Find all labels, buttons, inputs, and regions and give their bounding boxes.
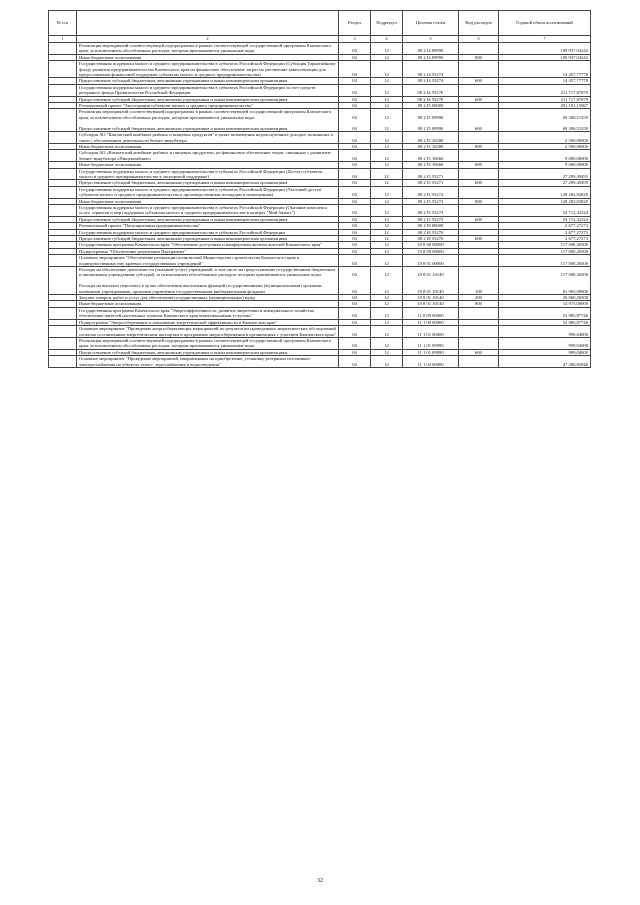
row-name-cell: Иные бюджетные ассигнования	[77, 54, 339, 60]
row-amount-cell: 128 282,82829	[499, 186, 591, 198]
row-amount-cell: 117 000,26500	[499, 248, 591, 254]
table-row	[49, 337, 591, 349]
row-target-cell: 10 0 00 00000	[403, 242, 459, 248]
row-amount-cell: 2 500,00000	[499, 143, 591, 149]
row-expense-type-cell: 800	[459, 143, 499, 149]
row-number-cell	[49, 267, 77, 295]
row-section-cell: 04	[339, 162, 371, 168]
row-section-cell: 04	[339, 84, 371, 96]
row-amount-cell: 14 457,77778	[499, 61, 591, 78]
table-row	[49, 267, 591, 295]
row-target-cell: 10 8 01 10140 10 8 01 10140	[403, 267, 459, 295]
row-section-cell: 04	[339, 242, 371, 248]
row-expense-type-cell	[459, 132, 499, 144]
table-row	[49, 356, 591, 368]
row-expense-type-cell	[459, 84, 499, 96]
row-amount-cell: 999,04000	[499, 349, 591, 355]
row-amount-cell: 27 299,49495	[499, 180, 591, 186]
row-section-cell: 04	[339, 255, 371, 267]
row-target-cell: 08 2 I5 55272	[403, 186, 459, 198]
column-header: Подраздел	[371, 11, 403, 36]
row-name-cell: Предоставление субсидий бюджетным, автономным учреждениям и иным некоммерческим организациям	[77, 96, 339, 102]
row-amount-cell: 2 677,27273	[499, 236, 591, 242]
row-expense-type-cell	[459, 150, 499, 162]
row-amount-cell: 117 000,26500	[499, 242, 591, 248]
row-section-cell: 04	[339, 143, 371, 149]
row-target-cell: 10 8 01 10140	[403, 301, 459, 307]
row-section-cell: 04	[339, 307, 371, 319]
row-expense-type-cell: 600	[459, 180, 499, 186]
row-subsection-cell: 12	[371, 168, 403, 180]
row-subsection-cell: 12	[371, 216, 403, 222]
row-subsection-cell: 12	[371, 337, 403, 349]
row-number-cell	[49, 61, 77, 78]
row-target-cell: 08 2 I4 5527F	[403, 96, 459, 102]
row-amount-cell: 2 677,27273	[499, 223, 591, 229]
row-name-cell: Подпрограмма "Энергосбережение и повышение энергетической эффективности в Камчатском крае"	[77, 319, 339, 325]
row-expense-type-cell	[459, 204, 499, 216]
row-target-cell: 08 2 I5 10660	[403, 150, 459, 162]
row-subsection-cell: 12 12	[371, 267, 403, 295]
table-row	[49, 168, 591, 180]
row-name-cell: Предоставление субсидий бюджетным, автономным учреждениям и иным некоммерческим организациям	[77, 78, 339, 84]
table-row	[49, 326, 591, 338]
row-amount-cell: 109 937,04242	[499, 43, 591, 55]
column-number: 3	[339, 36, 371, 43]
row-name-cell: Предоставление субсидий бюджетным, автономным учреждениям и иным некоммерческим организациям	[77, 349, 339, 355]
row-subsection-cell: 12	[371, 229, 403, 235]
row-subsection-cell: 12	[371, 301, 403, 307]
row-amount-cell: 211 717,87879	[499, 84, 591, 96]
row-target-cell: 08 2 I5 10280	[403, 132, 459, 144]
row-expense-type-cell: 100	[459, 267, 499, 295]
row-subsection-cell: 12	[371, 143, 403, 149]
row-number-cell	[49, 150, 77, 162]
row-target-cell: 08 2 I8 55270	[403, 229, 459, 235]
row-name-cell: Субсидия АО "Камчатский комбинат рыбных и пищевых продуктов" в целях возмещения недополученных доходов, возникших в связи с обеспечением деятельности бизнес-инкубатора	[77, 132, 339, 144]
row-target-cell: 08 2 I5 10280	[403, 143, 459, 149]
appropriations-table	[48, 10, 591, 368]
row-subsection-cell: 12	[371, 54, 403, 60]
column-number: 7	[499, 36, 591, 43]
row-target-cell: 11 1 01 09990	[403, 337, 459, 349]
row-subsection-cell: 12	[371, 319, 403, 325]
column-header	[77, 11, 339, 36]
row-target-cell: 10 8 01 10140	[403, 295, 459, 301]
row-amount-cell: 20 060,26500	[499, 295, 591, 301]
row-section-cell: 04	[339, 132, 371, 144]
row-section-cell: 04	[339, 180, 371, 186]
row-section-cell: 04	[339, 349, 371, 355]
row-subsection-cell: 12	[371, 255, 403, 267]
row-name-cell: Государственная поддержка малого и среднего предпринимательства в субъектах Российской Федерации (Льготный доступ субъектов малого и среднего предпринимательства к производственным площадям и помещениям)	[77, 186, 339, 198]
row-expense-type-cell: 800	[459, 54, 499, 60]
row-section-cell: 04	[339, 103, 371, 109]
row-expense-type-cell: 600	[459, 236, 499, 242]
row-target-cell: 10 8 00 00000	[403, 248, 459, 254]
row-target-cell: 08 2 I4 55274	[403, 78, 459, 84]
column-header: Вид расходов	[459, 11, 499, 36]
column-header: Раздел	[339, 11, 371, 36]
row-target-cell: 11 1 01 09990	[403, 349, 459, 355]
table-row	[49, 109, 591, 132]
table-row	[49, 61, 591, 78]
row-subsection-cell: 12	[371, 103, 403, 109]
row-section-cell: 04	[339, 295, 371, 301]
row-number-cell	[49, 43, 77, 55]
row-amount-cell: 117 000,26500 81 965,00000	[499, 267, 591, 295]
row-section-cell: 04	[339, 96, 371, 102]
row-section-cell: 04	[339, 150, 371, 162]
row-subsection-cell: 12	[371, 295, 403, 301]
row-expense-type-cell: 200	[459, 295, 499, 301]
row-name-cell: Основное мероприятие "Проведение энергосберегающих мероприятий по результатам проведенных энергетических обследований согласно составленным энергетическим паспортам в программам энергосбережения в организациях с участием Камчатского края"	[77, 326, 339, 338]
row-name-cell: Субсидия АО «Камчатский комбинат рыбных и пищевых продуктов» на финансовое обеспечение затрат, связанных с развитием бизнес-инкубатора «Пищекомбинат»	[77, 150, 339, 162]
table-body	[49, 43, 591, 368]
row-target-cell: 08 2 I5 10660	[403, 162, 459, 168]
row-section-cell: 04	[339, 229, 371, 235]
row-subsection-cell: 12	[371, 84, 403, 96]
row-expense-type-cell: 800	[459, 162, 499, 168]
row-target-cell: 08 2 I4 5527F	[403, 84, 459, 96]
column-header: Целевая статья	[403, 11, 459, 36]
row-expense-type-cell	[459, 255, 499, 267]
row-number-cell	[49, 132, 77, 144]
row-amount-cell: 54 712,32324	[499, 216, 591, 222]
table-row	[49, 186, 591, 198]
row-amount-cell: 9 000,00000	[499, 150, 591, 162]
row-target-cell: 08 2 I5 55273	[403, 204, 459, 216]
row-name-cell: Государственная программа Камчатского края "Обеспечение доступным и комфортным жильем жителей Камчатского края"	[77, 242, 339, 248]
column-number: 4	[371, 36, 403, 43]
document-page	[48, 10, 590, 368]
row-expense-type-cell	[459, 168, 499, 180]
row-name-cell: Закупка товаров, работ и услуг для обеспечения государственных (муниципальных) нужд	[77, 295, 339, 301]
row-section-cell: 04	[339, 54, 371, 60]
row-target-cell: 08 2 I8 55270	[403, 236, 459, 242]
page-number: 32	[317, 878, 323, 884]
row-expense-type-cell	[459, 337, 499, 349]
row-subsection-cell: 12	[371, 180, 403, 186]
row-expense-type-cell	[459, 61, 499, 78]
row-subsection-cell: 12	[371, 242, 403, 248]
row-name-cell: Региональный проект "Популяризация предпринимательства"	[77, 223, 339, 229]
row-amount-cell: 999,04000	[499, 326, 591, 338]
row-expense-type-cell: 800	[459, 198, 499, 204]
row-expense-type-cell: 600	[459, 216, 499, 222]
row-name-cell: Предоставление субсидий бюджетным, автономным учреждениям и иным некоммерческим организациям	[77, 236, 339, 242]
row-name-cell: Государственная поддержка малого и среднего предпринимательства в субъектах Российской Федерации (Оказание комплекса услуг, сервисов и мер поддержки субъектам малого и среднего предпринимательства в центрах "Мой бизнес")	[77, 204, 339, 216]
row-subsection-cell: 12	[371, 96, 403, 102]
row-number-cell	[49, 326, 77, 338]
row-expense-type-cell	[459, 326, 499, 338]
row-section-cell: 04	[339, 198, 371, 204]
row-name-cell: Государственная поддержка малого и среднего предпринимательства в субъектах Российской Федерации за счет средств резервного фонда Правительства Российской Федерации	[77, 84, 339, 96]
row-subsection-cell: 12 12	[371, 109, 403, 132]
row-target-cell: 08 2 I5 55271	[403, 180, 459, 186]
row-expense-type-cell: 600	[459, 109, 499, 132]
row-amount-cell: 211 717,87879	[499, 96, 591, 102]
table-row	[49, 150, 591, 162]
row-subsection-cell: 12	[371, 186, 403, 198]
row-number-cell	[49, 204, 77, 216]
row-name-cell: Государственная поддержка малого и среднего предпринимательства в субъектах Российской Федерации (Субсидия Гарантийному фонду развития предпринимательства Камчатского края на финансовое обеспечение затрат на увеличение капитализации для предоставления финансовой поддержки субъектам малого и среднего предпринимательства)	[77, 61, 339, 78]
row-target-cell: 08 2 I5 55273	[403, 216, 459, 222]
row-name-cell: Расходы на обеспечение деятельности (оказание услуг) учреждений, в том числе на предоставление государственным бюджетным и автономным учреждениям субсидий, за исключением обособленных расходов, которым присваиваются уникальные коды Расходы на выплаты персоналу в целях обеспечения выполнения функций государственными (муниципальными) органами, казенными учреждениями, органами управления государственными внебюджетными фондами	[77, 267, 339, 295]
table-row	[49, 204, 591, 216]
row-amount-cell: 69 306,51259 69 306,51259	[499, 109, 591, 132]
row-expense-type-cell: 600	[459, 78, 499, 84]
table-header	[49, 11, 591, 36]
row-name-cell: Иные бюджетные ассигнования	[77, 162, 339, 168]
column-number: 2	[77, 36, 339, 43]
row-subsection-cell: 12	[371, 204, 403, 216]
row-name-cell: Реализация мероприятий соответствующей подпрограммы в рамках соответствующей государственной программы Камчатского края, за исключением обособленных расходов, которым присваиваются уникальные коды	[77, 43, 339, 55]
table-row	[49, 132, 591, 144]
row-name-cell: Реализация мероприятий соответствующей подпрограммы в рамках соответствующей государственной программы Камчатского края, за исключением обособленных расходов, которым присваиваются уникальные коды	[77, 337, 339, 349]
row-name-cell: Региональный проект "Акселерация субъектов малого и среднего предпринимательства"	[77, 103, 339, 109]
row-subsection-cell: 12	[371, 356, 403, 368]
row-amount-cell: 47 286,83946	[499, 356, 591, 368]
row-section-cell: 04	[339, 236, 371, 242]
row-number-cell	[49, 109, 77, 132]
column-number: 6	[459, 36, 499, 43]
row-subsection-cell: 12	[371, 223, 403, 229]
row-section-cell: 04 04	[339, 267, 371, 295]
row-target-cell: 08 2 I5 09990 08 2 I5 09990	[403, 109, 459, 132]
row-section-cell: 04	[339, 61, 371, 78]
row-amount-cell: 999,04000	[499, 337, 591, 349]
row-target-cell: 08 2 I5 00000	[403, 103, 459, 109]
column-number: 1	[49, 36, 77, 43]
row-amount-cell: 9 000,00000	[499, 162, 591, 168]
row-section-cell: 04	[339, 223, 371, 229]
row-target-cell: 10 8 01 00000	[403, 255, 459, 267]
row-amount-cell: 14 457,77778	[499, 78, 591, 84]
row-amount-cell: 52 985,87746	[499, 319, 591, 325]
row-amount-cell: 14 975,00000	[499, 301, 591, 307]
row-name-cell: Основное мероприятие "Обеспечение реализации полномочий Министерства строительства Камчатского края и подведомственных ему краевых государственных учреждений"	[77, 255, 339, 267]
column-header: № п/п	[49, 11, 77, 36]
row-subsection-cell: 12	[371, 78, 403, 84]
row-number-cell	[49, 356, 77, 368]
row-section-cell: 04	[339, 248, 371, 254]
row-section-cell: 04	[339, 43, 371, 55]
row-name-cell: Иные бюджетные ассигнования	[77, 301, 339, 307]
row-name-cell: Предоставление субсидий бюджетным, автономным учреждениям и иным некоммерческим организациям	[77, 216, 339, 222]
row-target-cell: 08 2 I4 55274	[403, 61, 459, 78]
table-row	[49, 307, 591, 319]
column-header: Годовой объем ассигнований	[499, 11, 591, 36]
row-target-cell: 08 2 I5 55271	[403, 168, 459, 180]
row-expense-type-cell: 600	[459, 96, 499, 102]
row-section-cell: 04	[339, 356, 371, 368]
row-section-cell: 04	[339, 337, 371, 349]
row-section-cell: 04	[339, 301, 371, 307]
row-target-cell: 08 2 I5 55272	[403, 198, 459, 204]
row-amount-cell: 291 101,15967	[499, 103, 591, 109]
row-number-cell	[49, 168, 77, 180]
row-expense-type-cell	[459, 43, 499, 55]
row-expense-type-cell	[459, 186, 499, 198]
column-number: 5	[403, 36, 459, 43]
row-amount-cell: 52 985,87746	[499, 307, 591, 319]
row-section-cell: 04	[339, 204, 371, 216]
table-row	[49, 43, 591, 55]
row-section-cell: 04	[339, 326, 371, 338]
row-subsection-cell: 12	[371, 162, 403, 168]
row-target-cell: 08 2 I4 09990	[403, 54, 459, 60]
row-expense-type-cell: 600	[459, 349, 499, 355]
row-section-cell: 04	[339, 319, 371, 325]
row-name-cell: Государственная программа Камчатского края "Энергоэффективность, развитие энергетики и коммунального хозяйства, обеспечение жителей населенных пунктов Камчатского края коммунальными услугами"	[77, 307, 339, 319]
row-target-cell: 11 1 02 00000	[403, 356, 459, 368]
column-numbers-row	[49, 36, 591, 43]
row-number-cell	[49, 255, 77, 267]
row-name-cell: Государственная поддержка малого и среднего предпринимательства в субъектах Российской Федерации	[77, 229, 339, 235]
row-amount-cell: 54 712,32324	[499, 204, 591, 216]
row-number-cell	[49, 84, 77, 96]
row-subsection-cell: 12	[371, 236, 403, 242]
table-row	[49, 84, 591, 96]
row-number-cell	[49, 337, 77, 349]
row-name-cell: Иные бюджетные ассигнования	[77, 198, 339, 204]
row-amount-cell: 109 937,04242	[499, 54, 591, 60]
table-row	[49, 255, 591, 267]
row-amount-cell: 2 677,27273	[499, 229, 591, 235]
row-number-cell	[49, 186, 77, 198]
row-name-cell: Подпрограмма "Обеспечение реализации Программы"	[77, 248, 339, 254]
row-section-cell: 04	[339, 186, 371, 198]
row-section-cell: 04 04	[339, 109, 371, 132]
row-name-cell: Реализация мероприятий соответствующей подпрограммы в рамках соответствующей государственной программы Камчатского края, за исключением обособленных расходов, которым присваиваются уникальные коды Предоставление субсидий бюджетным, автономным учреждениям и иным некоммерческим организациям	[77, 109, 339, 132]
row-name-cell: Основное мероприятие "Проведение мероприятий, направленных на приобретение, установку резервных источников электроснабжения на объектах тепло-, водоснабжения и водоотведения"	[77, 356, 339, 368]
row-subsection-cell: 12	[371, 326, 403, 338]
row-subsection-cell: 12	[371, 132, 403, 144]
row-expense-type-cell	[459, 307, 499, 319]
row-subsection-cell: 12	[371, 43, 403, 55]
row-amount-cell: 117 000,26500	[499, 255, 591, 267]
row-subsection-cell: 12	[371, 349, 403, 355]
row-number-cell	[49, 307, 77, 319]
row-name-cell: Иные бюджетные ассигнования	[77, 143, 339, 149]
row-expense-type-cell	[459, 356, 499, 368]
row-section-cell: 04	[339, 78, 371, 84]
row-section-cell: 04	[339, 216, 371, 222]
row-section-cell: 04	[339, 168, 371, 180]
row-target-cell: 08 2 I8 00000	[403, 223, 459, 229]
row-subsection-cell: 12	[371, 150, 403, 162]
row-amount-cell: 128 282,82829	[499, 198, 591, 204]
row-target-cell: 08 2 I4 09990	[403, 43, 459, 55]
row-name-cell: Предоставление субсидий бюджетным, автономным учреждениям и иным некоммерческим организациям	[77, 180, 339, 186]
row-subsection-cell: 12	[371, 198, 403, 204]
row-target-cell: 11 1 01 00000	[403, 326, 459, 338]
row-subsection-cell: 12	[371, 248, 403, 254]
row-target-cell: 11 1 00 00000	[403, 319, 459, 325]
row-name-cell: Государственная поддержка малого и среднего предпринимательства в субъектах Российской Федерации (Доступ субъектов малого и среднего предпринимательства к экспортной поддержке)	[77, 168, 339, 180]
row-amount-cell: 2 500,00000	[499, 132, 591, 144]
row-target-cell: 11 0 00 00000	[403, 307, 459, 319]
row-amount-cell: 27 299,49495	[499, 168, 591, 180]
row-subsection-cell: 12	[371, 307, 403, 319]
row-expense-type-cell: 800	[459, 301, 499, 307]
row-subsection-cell: 12	[371, 61, 403, 78]
